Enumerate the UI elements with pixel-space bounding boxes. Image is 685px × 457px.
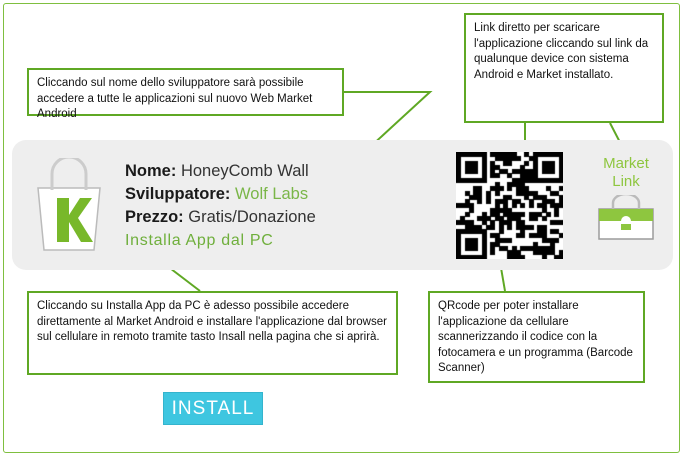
callout-market-link-text: Link diretto per scaricare l'applicazione cliccando sul link da qualunque device con sistema Android e Market installato. [474, 22, 649, 81]
app-developer-line [125, 183, 455, 206]
app-developer-label: Sviluppatore: [125, 185, 231, 203]
shopping-bag-icon [30, 158, 108, 252]
android-market-bag-icon[interactable] [595, 195, 657, 241]
install-app-from-pc-link[interactable]: Installa App dal PC [125, 232, 274, 249]
market-link-label-line1: Market [603, 155, 649, 172]
callout-install-pc-text: Cliccando su Installa App da PC è adesso possibile accedere direttamente al Market Android e installare l'applicazione dal browser sul cellulare in remoto tramite tasto Insall nella pagina che si aprirà. [37, 300, 387, 343]
app-details [125, 160, 455, 250]
callout-developer [27, 68, 344, 120]
market-link-block[interactable] [583, 155, 669, 241]
install-button[interactable] [163, 392, 263, 425]
callout-developer-text: Cliccando sul nome dello sviluppatore sarà possibile accedere a tutte le applicazioni sul nuovo Web Market Android [37, 77, 313, 120]
callout-market-link [464, 13, 664, 123]
app-developer-value[interactable]: Wolf Labs [235, 185, 309, 203]
app-name-value: HoneyComb Wall [180, 162, 309, 180]
app-name-line [125, 160, 455, 183]
app-name-label: Nome: [125, 162, 177, 180]
install-button-label: INSTALL [171, 397, 255, 419]
callout-qrcode [428, 291, 645, 383]
app-price-line [125, 206, 455, 229]
market-link-label-line2: Link [612, 173, 640, 190]
qr-code[interactable] [456, 152, 563, 259]
callout-install-pc [27, 291, 398, 375]
app-price-value: Gratis/Donazione [188, 208, 316, 226]
app-price-label: Prezzo: [125, 208, 184, 226]
callout-qrcode-text: QRcode per poter installare l'applicazione da cellulare scannerizzando il codice con la fotocamera e un programma (Barcode Scanner) [438, 300, 633, 374]
